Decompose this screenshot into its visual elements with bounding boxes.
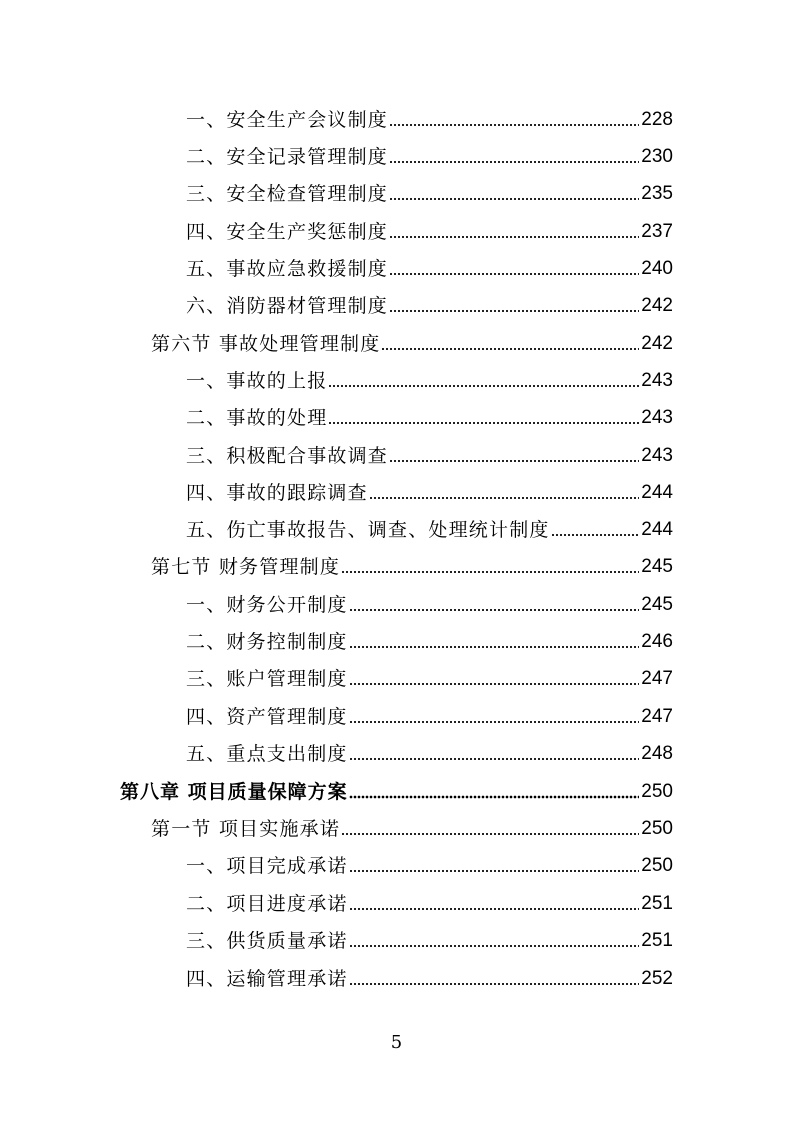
toc-entry[interactable]: [186, 698, 673, 728]
dot-leader: [389, 121, 639, 127]
dot-leader: [349, 980, 640, 986]
toc-entry-page: 245: [641, 594, 673, 615]
dot-leader: [369, 494, 639, 500]
toc-section-entry[interactable]: [151, 548, 673, 578]
toc-entry-page: 245: [641, 556, 673, 577]
toc-entry[interactable]: [186, 960, 673, 990]
toc-entry[interactable]: [186, 735, 673, 765]
toc-entry-page: 251: [641, 893, 673, 914]
toc-entry-page: 250: [641, 781, 673, 802]
dot-leader: [349, 942, 640, 948]
toc-entry-page: 250: [641, 855, 673, 876]
dot-leader: [349, 643, 640, 649]
dot-leader: [389, 233, 639, 239]
toc-entry[interactable]: [186, 885, 673, 915]
toc-entry-page: 242: [641, 333, 673, 354]
toc-entry-label: 四、资产管理制度: [186, 706, 348, 728]
toc-entry-page: 250: [641, 818, 673, 839]
toc-chapter-entry[interactable]: [120, 773, 673, 803]
toc-entry-page: 244: [641, 482, 673, 503]
dot-leader: [328, 382, 639, 388]
toc-entry-page: 242: [641, 295, 673, 316]
toc-entry-label: 五、伤亡事故报告、调查、处理统计制度: [186, 519, 550, 541]
toc-section-entry[interactable]: [151, 325, 673, 355]
dot-leader: [349, 793, 640, 799]
toc-entry[interactable]: [186, 922, 673, 952]
toc-entry-page: 246: [641, 631, 673, 652]
toc-entry-page: 243: [641, 445, 673, 466]
toc-entry-label: 一、事故的上报: [186, 370, 328, 392]
toc-entry[interactable]: [186, 474, 673, 504]
dot-leader: [551, 531, 640, 537]
toc-entry-label: 五、事故应急救援制度: [186, 258, 389, 280]
toc-entry-label: 四、运输管理承诺: [186, 968, 348, 990]
dot-leader: [341, 568, 639, 574]
toc-entry-page: 251: [641, 930, 673, 951]
dot-leader: [389, 307, 639, 313]
toc-entry-label: 第七节 财务管理制度: [151, 556, 341, 578]
toc-entry[interactable]: [186, 362, 673, 392]
toc-entry[interactable]: [186, 511, 673, 541]
toc-entry-label: 二、安全记录管理制度: [186, 146, 389, 168]
toc-entry-label: 六、消防器材管理制度: [186, 295, 389, 317]
toc-entry[interactable]: [186, 287, 673, 317]
toc-entry-page: 247: [641, 668, 673, 689]
toc-entry-label: 一、项目完成承诺: [186, 855, 348, 877]
toc-entry-label: 第八章 项目质量保障方案: [120, 781, 348, 803]
toc-entry-page: 230: [641, 146, 673, 167]
toc-entry-label: 四、安全生产奖惩制度: [186, 221, 389, 243]
toc-entry-label: 二、项目进度承诺: [186, 893, 348, 915]
dot-leader: [389, 158, 639, 164]
toc-entry[interactable]: [186, 437, 673, 467]
toc-entry[interactable]: [186, 101, 673, 131]
toc-entry-label: 三、积极配合事故调查: [186, 445, 389, 467]
toc-entry-page: 237: [641, 221, 673, 242]
toc-entry[interactable]: [186, 250, 673, 280]
dot-leader: [349, 680, 640, 686]
toc-entry-page: 228: [641, 109, 673, 130]
toc-entry-page: 235: [641, 183, 673, 204]
toc-entry[interactable]: [186, 399, 673, 429]
toc-entry[interactable]: [186, 623, 673, 653]
toc-entry-page: 244: [641, 519, 673, 540]
toc-entry[interactable]: [186, 138, 673, 168]
page-number: 5: [390, 1032, 403, 1053]
toc-entry-label: 三、安全检查管理制度: [186, 183, 389, 205]
toc-entry-label: 二、财务控制制度: [186, 631, 348, 653]
toc-entry-label: 五、重点支出制度: [186, 743, 348, 765]
toc-entry-label: 第六节 事故处理管理制度: [151, 333, 381, 355]
toc-entry-page: 247: [641, 706, 673, 727]
toc-entry-label: 一、财务公开制度: [186, 594, 348, 616]
dot-leader: [389, 457, 639, 463]
toc-entry[interactable]: [186, 175, 673, 205]
dot-leader: [341, 830, 639, 836]
toc-entry-page: 248: [641, 743, 673, 764]
toc-entry[interactable]: [186, 586, 673, 616]
toc-entry-label: 三、供货质量承诺: [186, 930, 348, 952]
dot-leader: [328, 419, 639, 425]
dot-leader: [389, 270, 639, 276]
toc-entry-label: 二、事故的处理: [186, 407, 328, 429]
toc-entry-page: 252: [641, 968, 673, 989]
dot-leader: [349, 606, 640, 612]
toc-entry[interactable]: [186, 847, 673, 877]
toc-entry[interactable]: [186, 213, 673, 243]
toc-entry-label: 四、事故的跟踪调查: [186, 482, 368, 504]
toc-section-entry[interactable]: [151, 810, 673, 840]
dot-leader: [349, 867, 640, 873]
toc-entry-page: 243: [641, 407, 673, 428]
toc-entry[interactable]: [186, 660, 673, 690]
toc-entry-label: 一、安全生产会议制度: [186, 109, 389, 131]
toc-entry-label: 三、账户管理制度: [186, 668, 348, 690]
toc-entry-page: 243: [641, 370, 673, 391]
toc-entry-page: 240: [641, 258, 673, 279]
dot-leader: [349, 905, 640, 911]
dot-leader: [349, 755, 640, 761]
dot-leader: [389, 195, 639, 201]
dot-leader: [381, 345, 639, 351]
toc-entry-label: 第一节 项目实施承诺: [151, 818, 341, 840]
dot-leader: [349, 718, 640, 724]
